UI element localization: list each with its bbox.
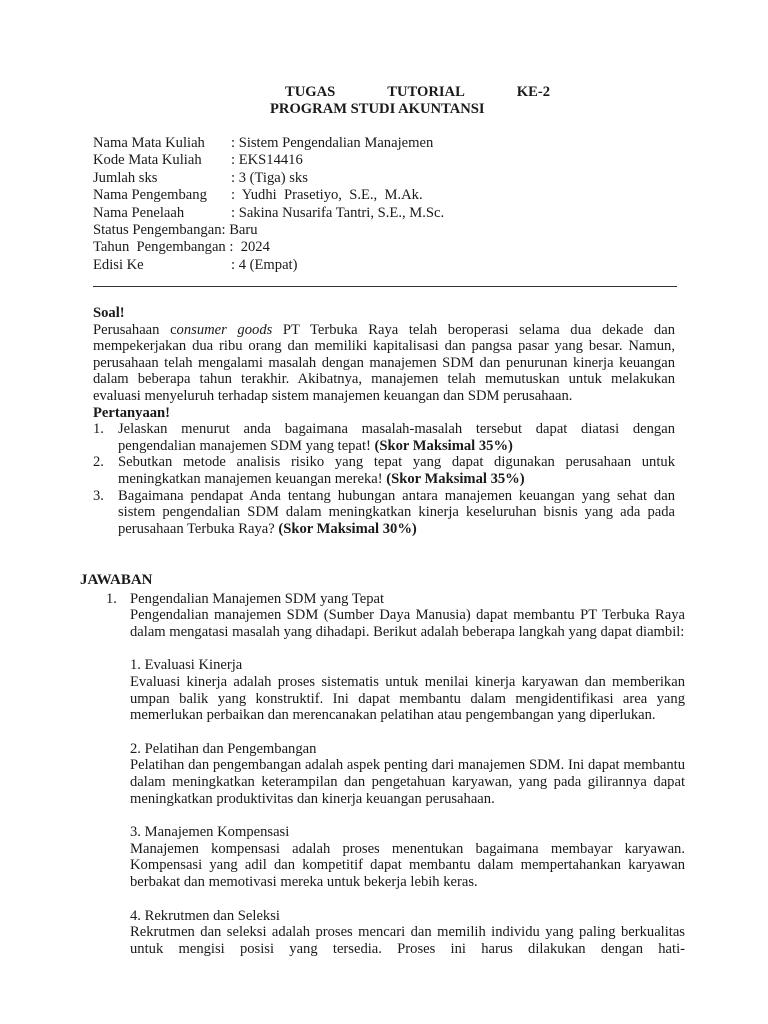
divider-line — [93, 286, 677, 287]
question-text: Jelaskan menurut anda bagaimana masalah-masalah tersebut dapat diatasi dengan pengendalian manajemen SDM yang tepat! — [118, 421, 675, 454]
info-label: Tahun Pengembangan — [93, 239, 226, 256]
info-label: Kode Mata Kuliah — [93, 152, 202, 169]
question-score: (Skor Maksimal 30%) — [278, 520, 417, 537]
info-label: Nama Penelaah — [93, 204, 185, 221]
info-value: : Yudhi Prasetiyo, S.E., M.Ak. — [231, 187, 423, 204]
question-number: 1. — [93, 421, 104, 438]
answer-intro: Pengendalian manajemen SDM (Sumber Daya Manusia) dapat membantu PT Terbuka Raya dalam mengatasi masalah yang dihadapi. Berikut adalah beberapa langkah yang dapat diambil: — [130, 607, 685, 640]
info-label: Nama Mata Kuliah — [93, 135, 205, 151]
question-item — [93, 454, 675, 487]
title-word: TUGAS — [285, 84, 336, 100]
case-paragraph — [93, 322, 675, 405]
questions-heading: Pertanyaan! — [93, 404, 171, 421]
question-score: (Skor Maksimal 35%) — [374, 437, 513, 454]
step-body: Rekrutmen dan seleksi adalah proses mencari dan memilih individu yang paling berkualitas untuk mengisi posisi yang tersedia. Proses ini harus dilakukan dengan hati- — [130, 924, 685, 957]
question-number: 3. — [93, 487, 104, 504]
info-value: : Sistem Pengendalian Manajemen — [231, 135, 434, 151]
info-row — [93, 135, 444, 152]
step-body: Manajemen kompensasi adalah proses menentukan bagaimana membayar karyawan. Kompensasi yang adil dan kompetitif dapat membantu dalam mempertahankan karyawan berbakat dan memotivasi mereka untuk bekerja lebih keras. — [130, 840, 685, 890]
info-label: Status Pengembangan — [93, 221, 222, 238]
question-number: 2. — [93, 454, 104, 471]
info-label: Edisi Ke — [93, 256, 144, 273]
question-list — [93, 421, 675, 537]
answer-title: Pengendalian Manajemen SDM yang Tepat — [130, 590, 385, 607]
info-value: : Baru — [221, 221, 258, 238]
step-title: 3. Manajemen Kompensasi — [130, 824, 290, 841]
info-row — [93, 205, 444, 222]
case-text: Perusahaan c — [93, 321, 177, 338]
info-row — [93, 257, 444, 274]
info-value: : 2024 — [225, 239, 270, 256]
step-title: 1. Evaluasi Kinerja — [130, 657, 243, 674]
question-item — [93, 488, 675, 538]
answer-item — [80, 591, 685, 958]
course-info — [93, 135, 444, 274]
info-row — [93, 222, 444, 239]
step-body: Evaluasi kinerja adalah proses sistematis untuk menilai kinerja karyawan dan memberikan umpan balik yang konstruktif. Ini dapat membantu dalam mengidentifikasi area yang memerlukan perbaikan dan merencanakan pelatihan atau pengembangan yang diperlukan. — [130, 673, 685, 724]
case-text: PT Terbuka Raya telah beroperasi selama dua dekade dan mempekerjakan dua ribu orang dan memiliki kapitalisasi dan pangsa pasar yang besar. Namun, perusahaan telah mengalami masalah dengan manajemen SDM dan penurunan kinerja keuangan dalam beberapa tahun terakhir. Akibatnya, manajemen telah memutuskan untuk melakukan evaluasi menyeluruh terhadap sistem manajemen keuangan dan SDM perusahaan. — [93, 321, 675, 404]
step-body: Pelatihan dan pengembangan adalah aspek penting dari manajemen SDM. Ini dapat membantu dalam meningkatkan keterampilan dan pengetahuan karyawan, yang pada gilirannya dapat meningkatkan produktivitas dan kinerja keuangan perusahaan. — [130, 757, 685, 807]
question-text: Bagaimana pendapat Anda tentang hubungan antara manajemen keuangan yang sehat dan sistem pengendalian SDM dalam meningkatkan kinerja keseluruhan bisnis yang ada pada perusahaan Terbuka Raya? — [118, 487, 675, 537]
info-label: Jumlah sks — [93, 169, 158, 186]
answer-section — [80, 572, 685, 957]
info-value: : 4 (Empat) — [231, 256, 298, 273]
question-text: Sebutkan metode analisis risiko yang tepat yang dapat digunakan perusahaan untuk meningkatkan manajemen keuangan mereka! — [118, 454, 675, 487]
title-line — [285, 84, 550, 101]
case-text-italic: onsumer goods — [176, 321, 273, 338]
question-section — [93, 305, 675, 537]
soal-heading: Soal! — [93, 305, 125, 321]
step-title: 4. Rekrutmen dan Seleksi — [130, 907, 280, 924]
info-value: : Sakina Nusarifa Tantri, S.E., M.Sc. — [231, 204, 445, 221]
title-word: KE-2 — [516, 84, 550, 100]
title-word: TUTORIAL — [387, 84, 465, 100]
info-value: : EKS14416 — [231, 152, 303, 169]
info-label: Nama Pengembang — [93, 187, 207, 204]
answer-number: 1. — [106, 590, 117, 607]
info-row — [93, 170, 444, 187]
info-value: : 3 (Tiga) sks — [231, 169, 308, 186]
question-item — [93, 421, 675, 454]
info-row — [93, 239, 444, 256]
document-title — [270, 84, 565, 117]
info-row — [93, 152, 444, 169]
step-title: 2. Pelatihan dan Pengembangan — [130, 740, 317, 757]
question-score: (Skor Maksimal 35%) — [386, 470, 525, 487]
answer-heading: JAWABAN — [80, 572, 153, 588]
program-subtitle: PROGRAM STUDI AKUNTANSI — [270, 100, 485, 117]
info-row — [93, 187, 444, 204]
